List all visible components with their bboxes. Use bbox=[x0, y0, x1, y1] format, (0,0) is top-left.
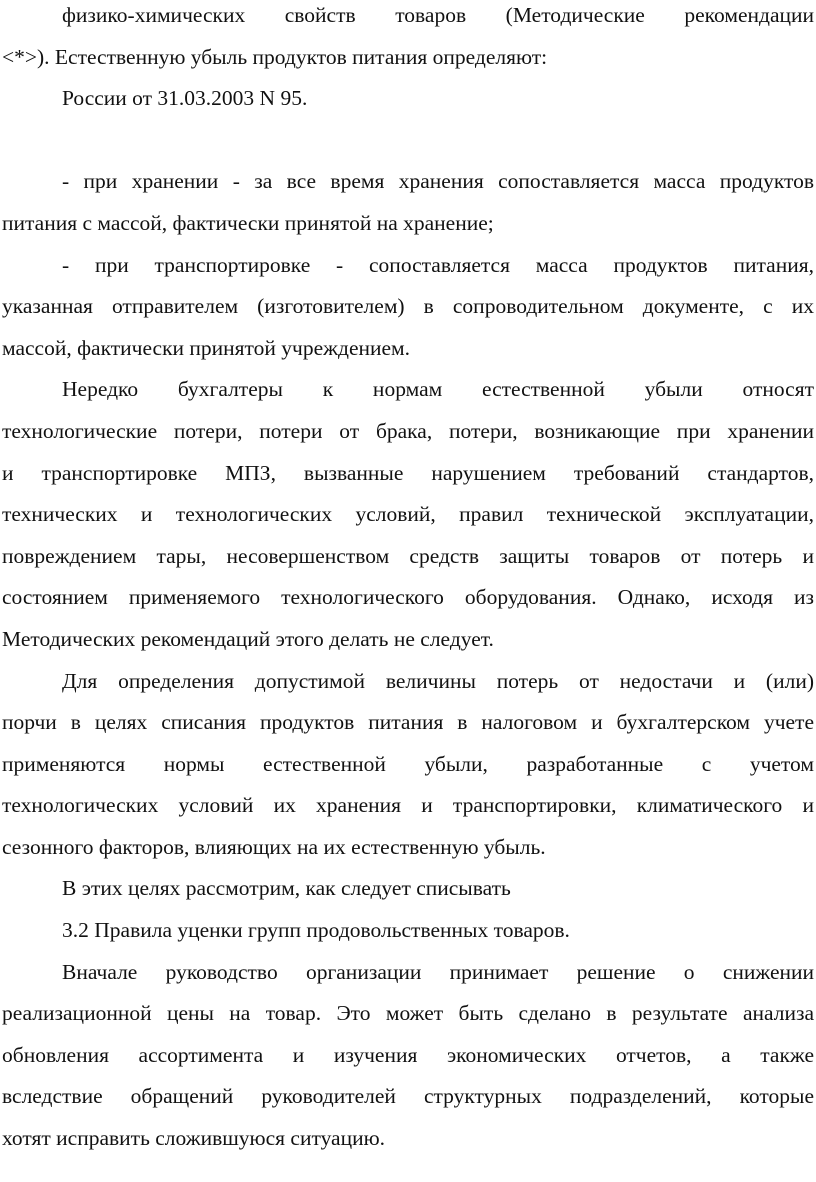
paragraph-management-decision bbox=[2, 952, 814, 1160]
text-line: применяются нормы естественной убыли, разработанные с учетом bbox=[2, 751, 814, 776]
paragraph-write-off bbox=[2, 868, 814, 910]
text-line: порчи в целях списания продуктов питания в налоговом и бухгалтерском учете bbox=[2, 710, 814, 735]
paragraph-losses bbox=[2, 661, 814, 869]
text-line: технологические потери, потери от брака, потери, возникающие при хранении bbox=[2, 418, 814, 443]
paragraph-russia-date bbox=[2, 78, 814, 120]
text-line: России от 31.03.2003 N 95. bbox=[62, 86, 308, 111]
section-heading bbox=[2, 910, 814, 952]
text-line: физико-химических свойств товаров (Методические рекомендации bbox=[62, 3, 814, 27]
text-line: В этих целях рассмотрим, как следует списывать bbox=[62, 876, 511, 901]
text-line: и транспортировке МПЗ, вызванные нарушением требований стандартов, bbox=[2, 460, 814, 485]
text-line: хотят исправить сложившуюся ситуацию. bbox=[2, 1126, 386, 1151]
text-line: <*>). Естественную убыль продуктов питания определяют: bbox=[2, 44, 548, 69]
blank-line bbox=[2, 120, 814, 162]
text-line: вследствие обращений руководителей структурных подразделений, которые bbox=[2, 1084, 814, 1109]
paragraph-accountants bbox=[2, 369, 814, 660]
text-line: повреждением тары, несовершенством средств защиты товаров от потерь и bbox=[2, 543, 814, 568]
text-line: - при транспортировке - сопоставляется масса продуктов питания, bbox=[62, 252, 814, 277]
text-line: массой, фактически принятой учреждением. bbox=[2, 335, 411, 360]
text-line: питания с массой, фактически принятой на хранение; bbox=[2, 210, 494, 235]
text-line: - при хранении - за все время хранения сопоставляется масса продуктов bbox=[62, 169, 814, 194]
paragraph-methodical-recommendations bbox=[2, 0, 814, 78]
text-line: технических и технологических условий, правил технической эксплуатации, bbox=[2, 502, 814, 527]
text-line: Вначале руководство организации принимает решение о снижении bbox=[62, 959, 814, 984]
text-line: состоянием применяемого технологического оборудования. Однако, исходя из bbox=[2, 585, 814, 610]
text-line: Для определения допустимой величины потерь от недостачи и (или) bbox=[62, 668, 814, 693]
text-line: 3.2 Правила уценки групп продовольственных товаров. bbox=[62, 918, 570, 943]
text-line: Нередко бухгалтеры к нормам естественной убыли относят bbox=[62, 377, 814, 402]
text-line: технологических условий их хранения и транспортировки, климатического и bbox=[2, 793, 814, 818]
paragraph-transport bbox=[2, 245, 814, 370]
text-line: Методических рекомендаций этого делать не следует. bbox=[2, 626, 494, 651]
text-line: обновления ассортимента и изучения экономических отчетов, а также bbox=[2, 1042, 814, 1067]
text-line: реализационной цены на товар. Это может быть сделано в результате анализа bbox=[2, 1001, 814, 1026]
text-line: сезонного факторов, влияющих на их естественную убыль. bbox=[2, 834, 546, 859]
text-line: указанная отправителем (изготовителем) в сопроводительном документе, с их bbox=[2, 294, 814, 319]
paragraph-storage bbox=[2, 161, 814, 244]
